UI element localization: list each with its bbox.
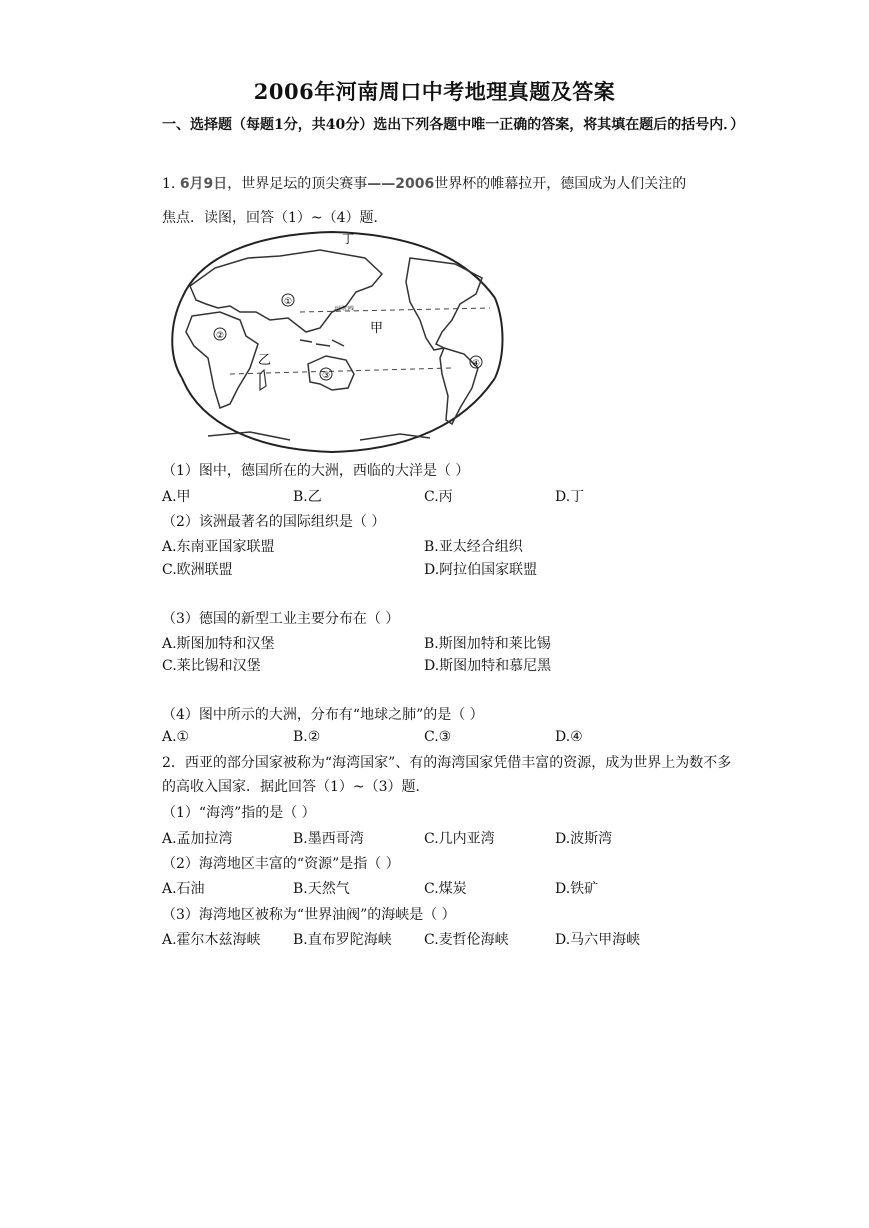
map-label-small: 北回归线 [334, 306, 355, 312]
q2-sub1-option-d[interactable]: D.波斯湾 [555, 831, 613, 847]
q1-sub3-question: （3）德国的新型工业主要分布在（ ） [162, 611, 400, 627]
q1-sub3-option-d[interactable]: D.斯图加特和慕尼黑 [424, 658, 552, 674]
africa-shape [186, 312, 258, 408]
north-america-shape [406, 258, 482, 350]
q1-sub1-option-c[interactable]: C.丙 [424, 489, 453, 505]
q2-sub2-question: （2）海湾地区丰富的“资源”是指（ ） [162, 856, 400, 872]
svg-text:④: ④ [472, 359, 481, 369]
q2-sub2-option-a[interactable]: A.石油 [162, 881, 205, 897]
q1-sub2-option-a[interactable]: A.东南亚国家联盟 [162, 539, 275, 555]
q1-sub1-option-d[interactable]: D.丁 [555, 489, 585, 505]
tropic-north-line [300, 308, 490, 312]
map-label-jia: 甲 [370, 321, 384, 336]
map-label-ding: 丁 [342, 232, 355, 246]
islands-shape [300, 340, 344, 346]
world-map-figure [160, 228, 505, 454]
q2-sub3-option-a[interactable]: A.霍尔木兹海峡 [162, 932, 261, 948]
map-marker-4 [470, 356, 482, 369]
question-1-text-a: ，世界足坛的顶尖赛事 [227, 176, 368, 192]
svg-text:②: ② [216, 331, 225, 341]
q1-sub2-option-c[interactable]: C.欧洲联盟 [162, 562, 233, 578]
q1-sub3-option-c[interactable]: C.莱比锡和汉堡 [162, 658, 261, 674]
q2-sub1-option-a[interactable]: A.孟加拉湾 [162, 831, 233, 847]
map-outline-right [495, 298, 503, 378]
map-marker-1 [282, 294, 294, 307]
q2-sub2-option-d[interactable]: D.铁矿 [555, 881, 599, 897]
q2-sub3-option-b[interactable]: B.直布罗陀海峡 [293, 932, 392, 948]
question-1-number: 1. [162, 176, 176, 192]
map-outline-left [172, 298, 182, 378]
section-header: 一、选择题（每题1分，共40分）选出下列各题中唯一正确的答案，将其填在题后的括号内．） [162, 117, 745, 133]
q1-sub4-option-d[interactable]: D.④ [555, 729, 583, 745]
question-1-intro [162, 173, 686, 193]
q1-sub2-question: （2）该洲最著名的国际组织是（ ） [162, 514, 386, 530]
q2-sub2-option-b[interactable]: B.天然气 [293, 881, 350, 897]
eurasia-shape [190, 250, 382, 332]
australia-shape [308, 356, 354, 390]
q2-sub1-option-c[interactable]: C.几内亚湾 [424, 831, 495, 847]
q2-sub1-option-b[interactable]: B.墨西哥湾 [293, 831, 364, 847]
svg-text:①: ① [284, 297, 293, 307]
q2-sub1-question: （1）“海湾”指的是（ ） [162, 805, 316, 821]
q1-sub4-option-a[interactable]: A.① [162, 729, 190, 745]
antarctica-shape [208, 432, 430, 440]
page-title: 2006年河南周口中考地理真题及答案 [253, 79, 616, 104]
question-1-date: 6月9日 [179, 176, 228, 192]
q1-sub4-option-c[interactable]: C.③ [424, 729, 452, 745]
q1-sub4-option-b[interactable]: B.② [293, 729, 321, 745]
map-marker-2 [214, 328, 226, 341]
map-label-yi: 乙 [258, 353, 272, 368]
q2-sub2-option-c[interactable]: C.煤炭 [424, 881, 467, 897]
q1-sub1-question: （1）图中，德国所在的大洲，西临的大洋是（ ） [162, 463, 470, 479]
question-1-text-b: 世界杯的帷幕拉开，德国成为人们关注的 [434, 176, 687, 192]
q1-sub4-question: （4）图中所示的大洲，分布有“地球之肺”的是（ ） [162, 707, 484, 723]
q2-sub3-option-d[interactable]: D.马六甲海峡 [555, 932, 641, 948]
svg-text:③: ③ [322, 371, 331, 381]
q2-sub3-option-c[interactable]: C.麦哲伦海峡 [424, 932, 509, 948]
question-2-intro: 2．西亚的部分国家被称为“海湾国家”、有的海湾国家凭借丰富的资源，成为世界上为数不多的高收入国家．据此回答（1）~（3）题． [162, 755, 732, 795]
q1-sub2-option-b[interactable]: B.亚太经合组织 [424, 539, 523, 555]
q1-sub2-option-d[interactable]: D.阿拉伯国家联盟 [424, 562, 538, 578]
map-outline-upper [182, 232, 495, 298]
question-1-intro-line2: 焦点．读图，回答（1）~（4）题． [162, 210, 388, 226]
question-1-year: ——2006 [367, 176, 435, 192]
q1-sub1-option-a[interactable]: A.甲 [162, 489, 191, 505]
q1-sub3-option-a[interactable]: A.斯图加特和汉堡 [162, 636, 275, 652]
q1-sub3-option-b[interactable]: B.斯图加特和莱比锡 [424, 636, 551, 652]
q1-sub1-option-b[interactable]: B.乙 [293, 489, 322, 505]
map-marker-3 [320, 368, 332, 381]
q2-sub3-question: （3）海湾地区被称为“世界油阀”的海峡是（ ） [162, 907, 456, 923]
